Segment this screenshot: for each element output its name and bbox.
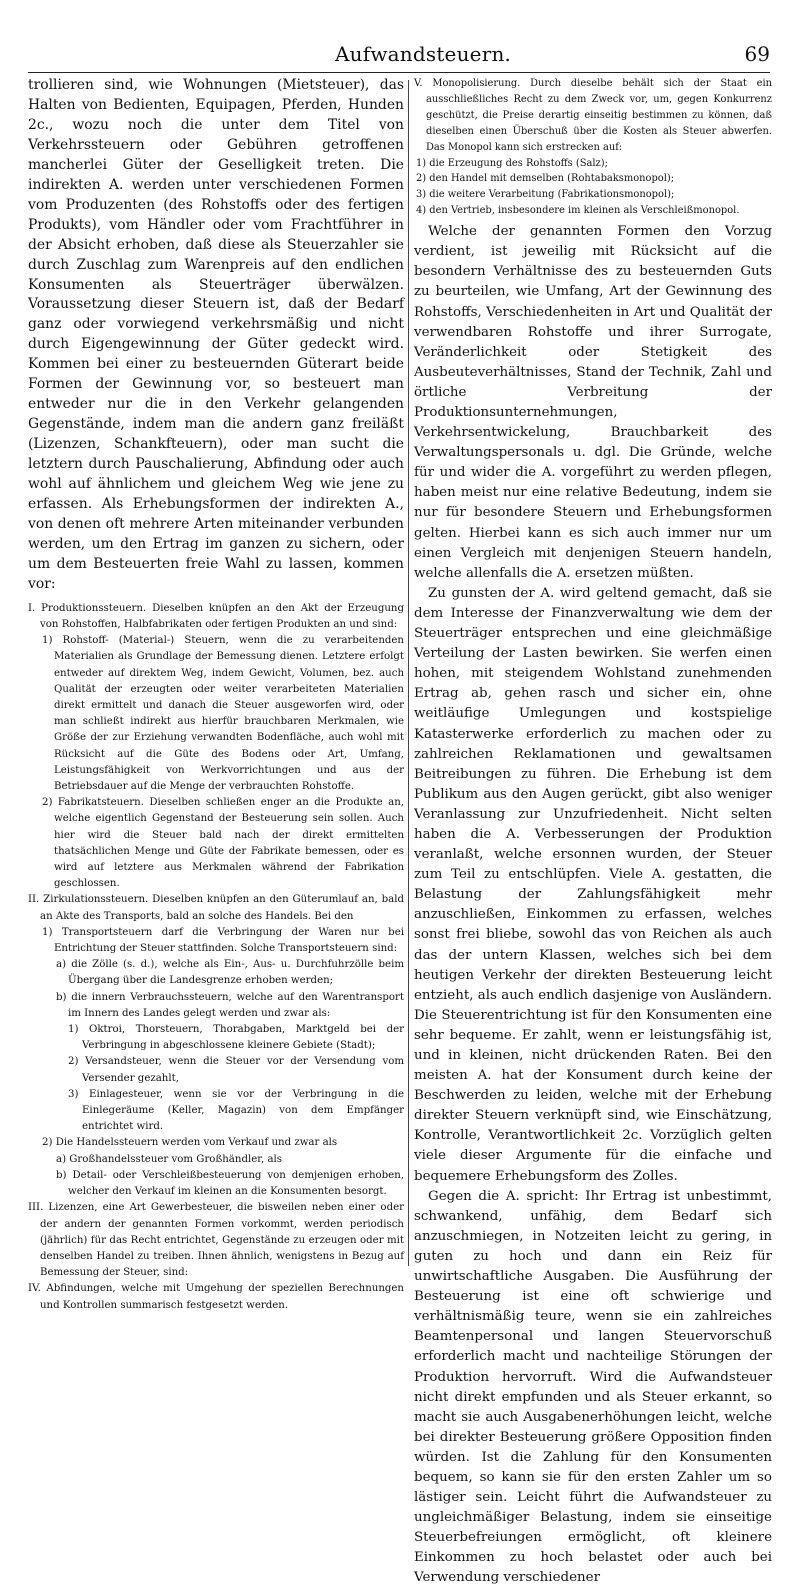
section-V-4: 4) den Vertrieb, insbesondere im kleinen als Verschleißmonopol. [416, 205, 740, 217]
header-rule [28, 72, 770, 73]
section-II-1b2: 2) Versandsteuer, wenn die Steuer vor der Versendung vom Versender gezahlt, [68, 1056, 404, 1084]
running-title: Aufwandsteuern. [335, 42, 512, 66]
section-V-2: 2) den Handel mit demselben (Rohtabaksmonopol); [416, 173, 675, 185]
page-header [0, 42, 770, 70]
paragraph-forms: Welche der genannten Formen den Vorzug verdient, ist jeweilig mit Rücksicht auf die besondern Verhältnisse des zu besteuernden Guts zu beurteilen, wie Umfang, Art der Gewinnung des Rohstoffs, Verschiedenheiten in Art und Qualität der verwendbaren Rohstoffe und ihrer Surrogate, Veränderlichkeit oder Stetigkeit des Ausbeuteverhältnisses, Stand der Technik, Zahl und örtliche Verbreitung der Produktionsunternehmungen, Verkehrsentwickelung, Brauchbarkeit des Verwaltungspersonals u. dgl. Die Gründe, welche für und wider die A. vorgeführt zu werden pflegen, haben meist nur eine relative Bedeutung, indem sie nur für besondere Steuern und Erhebungsformen gelten. Hierbei kann es sich auch immer nur um einen Vergleich mit denjenigen Steuern handeln, welche allenfalls die A. ersetzen müßten. [414, 224, 772, 581]
section-II-2: 2) Die Handelssteuern werden vom Verkauf und zwar als [42, 1137, 338, 1149]
intro-paragraph: trollieren sind, wie Wohnungen (Mietsteuer), das Halten von Bedienten, Equipagen, Pferden, Hunden 2c., wozu noch die unter dem Titel von Verkehrssteuern oder Gebühren getroffenen mancherlei Güter der Geselligkeit treten. Die indirekten A. werden unter verschiedenen Formen vom Produzenten (des Rohstoffs oder des fertigen Produkts), vom Händler oder vom Frachtführer in der Absicht erhoben, daß diese als Steuerzahler sie durch Zuschlag zum Warenpreis auf den endlichen Konsumenten als Steuerträger überwälzen. Voraussetzung dieser Steuern ist, daß der Bedarf ganz oder vorwiegend verkehrsmäßig und nicht durch Eigengewinnung der Güter gedeckt wird. Kommen bei einer zu besteuernden Güterart beide Formen der Gewinnung vor, so besteuert man entweder nur die in den Verkehr gelangenden Gegenstände, indem man die andern ganz freiläßt (Lizenzen, Schankfteuern), oder man sucht die letztern durch Pauschalierung, Abfindung oder auch wohl auf ähnlichem und gleichem Weg wie jene zu erfassen. Als Erhebungsformen der indirekten A., von denen oft mehrere Arten miteinander verbunden werden, um den Ertrag im ganzen zu sichern, oder um dem Besteuerten freie Wahl zu lassen, kommen vor: [28, 77, 404, 592]
page-number: 69 [744, 42, 770, 66]
section-II-1b: b) die innern Verbrauchssteuern, welche auf den Warentransport im Innern des Landes gelegt werden und zwar als: [56, 991, 404, 1019]
section-II-1: 1) Transportsteuern darf die Verbringung der Waren nur bei Entrichtung der Steuer stattfinden. Solche Transportsteuern sind: [42, 926, 404, 955]
section-V: V. Monopolisierung. Durch dieselbe behält sich der Staat ein ausschließliches Recht zu dem Zweck vor, um, gegen Konkurrenz geschützt, die Preise derartig einseitig bestimmen zu können, daß dieselben einen Überschuß über die Kosten als Steuer abwerfen. Das Monopol kann sich erstrecken auf: [414, 78, 772, 153]
column-divider [408, 80, 409, 1266]
section-V-1: 1) die Erzeugung des Rohstoffs (Salz); [416, 157, 608, 169]
section-IV: IV. Abfindungen, welche mit Umgehung der speziellen Berechnungen und Kontrollen summarisch festgesetzt werden. [28, 1283, 404, 1311]
paragraph-pro: Zu gunsten der A. wird geltend gemacht, daß sie dem Interesse der Finanzverwaltung wie dem der Steuerträger entsprechen und eine gleichmäßige Verteilung der Lasten bewirken. Sie werfen einen hohen, mit steigendem Wohlstand zunehmenden Ertrag ab, gehen rasch und sicher ein, ohne weitläufige Umlegungen und kostspielige Katasterwerke erforderlich zu machen oder zu zahlreichen Reklamationen und gewaltsamen Beitreibungen zu führen. Die Erhebung ist dem Publikum aus den Augen gerückt, gibt also weniger Veranlassung zur Unzufriedenheit. Nicht selten haben die A. Verbesserungen der Produktion veranlaßt, welche ersonnen wurden, der Steuer zum Teil zu entschlüpfen. Viele A. gestatten, die Belastung der Zahlungsfähigkeit mehr anzuschließen, Einkommen zu erfassen, welches sonst frei bliebe, sowohl das von Reichen als auch das der untern Klassen, welches sich bei dem heutigen Verkehr der direkten Besteuerung leicht entzieht, als auch endlich dasjenige von Ausländern. Die Steuerentrichtung ist für den Konsumenten eine sehr bequeme. Er zahlt, wenn er leistungsfähig ist, und in kleinen, nicht drückenden Raten. Bei den meisten A. hat der Konsument durch keine der Beschwerden zu leiden, welche mit der Erhebung direkter Steuern verknüpft sind, wie Einschätzung, Kontrolle, Verantwortlichkeit 2c. Vorzüglich gelten viele dieser Argumente für die einfache und bequemere Erhebungsform des Zolles. [414, 585, 772, 1184]
section-II-1b3: 3) Einlagesteuer, wenn sie vor der Verbringung in die Einlegeräume (Keller, Magazin) von dem Empfänger entrichtet wird. [68, 1088, 404, 1133]
section-V-3: 3) die weitere Verarbeitung (Fabrikationsmonopol); [416, 189, 675, 201]
section-I: I. Produktionssteuern. Dieselben knüpfen an den Akt der Erzeugung von Rohstoffen, Halbfabrikaten oder fertigen Produkten an und sind: [28, 602, 404, 630]
left-column [28, 76, 404, 1311]
section-III: III. Lizenzen, eine Art Gewerbesteuer, die bisweilen neben einer oder der andern der genannten Formen vorkommt, werden periodisch (jährlich) für das Recht entrichtet, Gegenstände zu erzeugen oder mit denselben Handel zu treiben. Ihnen ähnlich, wenigstens in Bezug auf Bemessung der Steuer, sind: [28, 1202, 404, 1279]
section-I-2: 2) Fabrikatsteuern. Dieselben schließen enger an die Produkte an, welche eigentlich Gegenstand der Besteuerung sein sollen. Auch hier wird die Steuer bald nach der direkt ermittelten thatsächlichen Menge und Güte der Fabrikate bemessen, oder es wird auf letztere aus Merkmalen während der Fabrikation geschlossen. [42, 797, 404, 890]
paragraph-contra: Gegen die A. spricht: Ihr Ertrag ist unbestimmt, schwankend, unfähig, dem Bedarf sich anzuschmiegen, in Notzeiten leicht zu gering, in guten zu hoch und dann ein Reiz für unwirtschaftliche Ausgaben. Die Ausführung der Besteuerung ist eine oft schwierige und verhältnismäßig teure, wenn sie ein zahlreiches Beamtenpersonal und langen Steuervorschuß erforderlich macht und nachteilige Störungen der Produktion hervorruft. Wird die Aufwandsteuer nicht direkt empfunden und als Steuer erkannt, so macht sie auch Ausgabenerhöhungen leicht, welche bei direkter Besteuerung größere Opposition finden würden. Ist die Zahlung für den Konsumenten bequem, so kann sie für den ersten Zahler um so lästiger sein. Leicht führt die Aufwandsteuer zu ungleichmäßiger Belastung, indem sie einseitige Steuerbefreiungen ermöglicht, oft kleinere Einkommen zu hoch belastet oder auch bei Verwendung verschiedener [414, 1188, 772, 1586]
section-I-1: 1) Rohstoff- (Material-) Steuern, wenn die zu verarbeitenden Materialien als Grundlage der Bemessung dienen. Letztere erfolgt entweder auf direktem Weg, indem Gewicht, Volumen, bez. auch Qualität der erzeugten oder weiter verarbeiteten Materialien direkt ermittelt und danach die Steuer ausgeworfen wird, oder man schließt indirekt aus hierfür brauchbaren Merkmalen, wie Größe der zur Erziehung verwandten Bodenfläche, auch wohl mit Rücksicht auf die Güte des Bodens oder Art, Umfang, Leistungsfähigkeit von Werkvorrichtungen und aus der Betriebsdauer auf die Menge der verbrauchten Rohstoffe. [42, 635, 404, 793]
section-II-2b: b) Detail- oder Verschleißbesteuerung von demjenigen erhoben, welcher den Verkauf im kleinen an die Konsumenten besorgt. [56, 1169, 404, 1198]
section-II: II. Zirkulationssteuern. Dieselben knüpfen an den Güterumlauf an, bald an Akte des Transports, bald an solche des Handels. Bei den [28, 894, 404, 922]
section-II-1a: a) die Zölle (s. d.), welche als Ein-, Aus- u. Durchfuhrzölle beim Übergang über die Landesgrenze erhoben werden; [56, 959, 404, 987]
right-column [414, 76, 772, 1586]
section-II-1b1: 1) Oktroi, Thorsteuern, Thorabgaben, Marktgeld bei der Verbringung in abgeschlossene kleinere Gebiete (Stadt); [68, 1024, 404, 1052]
section-II-2a: a) Großhandelssteuer vom Großhändler, als [56, 1153, 283, 1165]
